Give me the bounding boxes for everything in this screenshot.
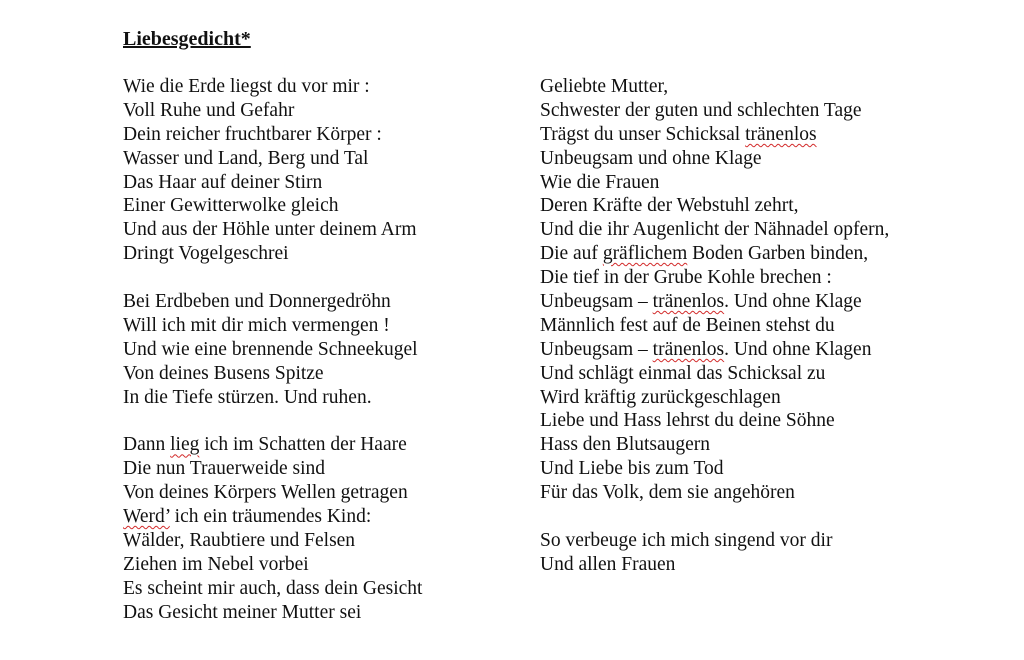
poem-stanza <box>540 75 960 505</box>
poem-line <box>123 290 523 314</box>
line-text: Schwester der guten und schlechten Tage <box>540 99 862 121</box>
line-text: Das Haar auf deiner Stirn <box>123 171 323 193</box>
line-text: Es scheint mir auch, dass dein Gesicht <box>123 577 423 599</box>
poem-stanza <box>540 529 960 577</box>
line-text: ich ein träumendes Kind: <box>169 506 372 528</box>
line-text: Für das Volk, dem sie angehören <box>540 482 795 504</box>
poem-line <box>540 242 960 266</box>
line-text: ich im Schatten der Haare <box>199 434 407 456</box>
line-text: Wälder, Raubtiere und Felsen <box>123 529 356 551</box>
poem-line <box>123 362 523 386</box>
line-text: Und Liebe bis zum Tod <box>540 458 724 480</box>
line-text: Die tief in der Grube Kohle brechen : <box>540 267 832 289</box>
line-text: Unbeugsam – <box>540 291 653 313</box>
spellcheck-flagged-word: tränenlos <box>652 338 725 360</box>
poem-line <box>123 553 523 577</box>
poem-line <box>540 409 960 433</box>
poem-line <box>123 314 523 338</box>
poem-line <box>123 505 523 529</box>
spellcheck-flagged-word: Werd’ <box>123 506 170 528</box>
line-text: Wie die Erde liegst du vor mir : <box>123 76 370 97</box>
line-text: So verbeuge ich mich singend vor dir <box>540 529 833 551</box>
line-text: Unbeugsam – <box>540 338 653 360</box>
poem-line <box>123 99 523 123</box>
poem-line <box>123 123 523 147</box>
poem-column-right <box>540 75 960 601</box>
poem-line <box>123 75 523 99</box>
line-text: In die Tiefe stürzen. Und ruhen. <box>123 386 372 408</box>
poem-line <box>123 457 523 481</box>
poem-line <box>123 242 523 266</box>
poem-line <box>540 171 960 195</box>
poem-stanza <box>123 433 523 624</box>
poem-line <box>540 553 960 577</box>
poem-line <box>540 290 960 314</box>
line-text: Und allen Frauen <box>540 553 676 575</box>
line-text: Von deines Busens Spitze <box>123 362 324 384</box>
poem-line <box>540 75 960 99</box>
line-text: Und die ihr Augenlicht der Nähnadel opfern, <box>540 219 890 241</box>
line-text: Liebe und Hass lehrst du deine Söhne <box>540 410 835 432</box>
poem-line <box>123 577 523 601</box>
poem-line <box>123 481 523 505</box>
line-text: Dann <box>123 434 171 456</box>
poem-line <box>540 433 960 457</box>
line-text: Voll Ruhe und Gefahr <box>123 99 295 121</box>
poem-line <box>540 529 960 553</box>
poem-line <box>540 481 960 505</box>
line-text: Einer Gewitterwolke gleich <box>123 195 339 217</box>
poem-line <box>123 338 523 362</box>
line-text: Und schlägt einmal das Schicksal zu <box>540 362 826 384</box>
line-text: Ziehen im Nebel vorbei <box>123 553 309 575</box>
poem-stanza <box>123 75 523 266</box>
poem-line <box>540 147 960 171</box>
line-text: Dein reicher fruchtbarer Körper : <box>123 123 382 145</box>
poem-stanza <box>123 290 523 409</box>
line-text: Deren Kräfte der Webstuhl zehrt, <box>540 195 799 217</box>
poem-line <box>540 99 960 123</box>
spellcheck-flagged-word: tränenlos <box>745 123 817 145</box>
spellcheck-flagged-word: tränenlos <box>652 291 725 313</box>
spellcheck-flagged-word: gräflichem <box>602 243 688 265</box>
line-text: Von deines Körpers Wellen getragen <box>123 482 408 504</box>
poem-line <box>123 171 523 195</box>
line-text: . Und ohne Klagen <box>724 338 872 360</box>
poem-line <box>123 386 523 410</box>
line-text: Männlich fest auf de Beinen stehst du <box>540 314 835 336</box>
poem-line <box>123 218 523 242</box>
poem-title: Liebesgedicht* <box>123 28 251 50</box>
poem-line <box>540 218 960 242</box>
poem-line <box>540 266 960 290</box>
line-text: . Und ohne Klage <box>724 291 862 313</box>
line-text: Wie die Frauen <box>540 171 660 193</box>
line-text: Bei Erdbeben und Donnergedröhn <box>123 291 391 313</box>
line-text: Und aus der Höhle unter deinem Arm <box>123 219 417 241</box>
spellcheck-flagged-word: lieg <box>170 434 200 456</box>
line-text: Die nun Trauerweide sind <box>123 458 326 480</box>
line-text: Das Gesicht meiner Mutter sei <box>123 601 362 623</box>
poem-line <box>540 362 960 386</box>
poem-line <box>540 194 960 218</box>
poem-line <box>123 529 523 553</box>
poem-line <box>123 601 523 625</box>
poem-line <box>540 386 960 410</box>
line-text: Die auf <box>540 243 603 265</box>
line-text: Geliebte Mutter, <box>540 76 669 97</box>
poem-line <box>540 338 960 362</box>
line-text: Will ich mit dir mich vermengen ! <box>123 314 390 336</box>
poem-column-left <box>123 75 523 648</box>
line-text: Dringt Vogelgeschrei <box>123 243 289 265</box>
poem-line <box>123 433 523 457</box>
poem-line <box>540 314 960 338</box>
poem-line <box>123 194 523 218</box>
line-text: Wasser und Land, Berg und Tal <box>123 147 369 169</box>
line-text: Und wie eine brennende Schneekugel <box>123 338 418 360</box>
line-text: Boden Garben binden, <box>687 243 869 265</box>
line-text: Hass den Blutsaugern <box>540 434 711 456</box>
line-text: Unbeugsam und ohne Klage <box>540 147 762 169</box>
poem-line <box>540 457 960 481</box>
line-text: Wird kräftig zurückgeschlagen <box>540 386 781 408</box>
poem-line <box>540 123 960 147</box>
line-text: Trägst du unser Schicksal <box>540 123 746 145</box>
poem-line <box>123 147 523 171</box>
